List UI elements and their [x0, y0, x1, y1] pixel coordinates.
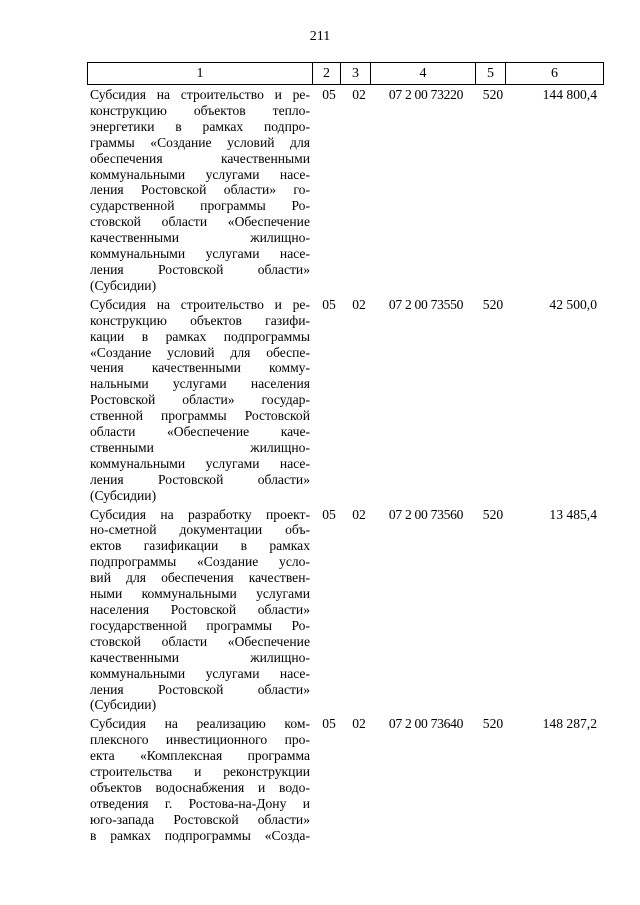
- table-row: [87, 716, 603, 843]
- description-line: нальными услугами населения: [90, 376, 310, 392]
- description-line: коммунальными услугами насе-: [90, 246, 310, 262]
- description-line: государственной программы Ро-: [90, 617, 310, 633]
- description-line: ления Ростовской области» го-: [90, 182, 310, 198]
- description-line: энергетики в рамках подпро-: [90, 118, 310, 134]
- expense-type-code: 520: [482, 506, 504, 522]
- row-description: [90, 87, 310, 294]
- expense-type-code: 520: [482, 87, 504, 102]
- description-line: качественными жилищно-: [90, 230, 310, 246]
- target-article-code: 07 2 00 73220: [388, 87, 464, 102]
- description-line: коммунальными услугами насе-: [90, 665, 310, 681]
- description-line: екта «Комплексная программа: [90, 748, 310, 764]
- target-article-code: 07 2 00 73560: [388, 506, 464, 522]
- description-line: строительства и реконструкции: [90, 764, 310, 780]
- description-line: отведения г. Ростова-на-Дону и: [90, 795, 310, 811]
- description-line: объектов водоснабжения и водо-: [90, 779, 310, 795]
- row-description: [90, 716, 310, 843]
- description-line: граммы «Создание условий для: [90, 134, 310, 150]
- description-line: качественными жилищно-: [90, 649, 310, 665]
- target-article-code: 07 2 00 73550: [388, 296, 464, 312]
- row-description: [90, 507, 310, 714]
- description-line: населения Ростовской области»: [90, 602, 310, 617]
- subsection-code: 02: [352, 716, 366, 732]
- description-line: коммунальными услугами насе-: [90, 166, 310, 182]
- description-line: ектов газификации в рамках: [90, 538, 310, 554]
- description-line: юго-запада Ростовской области»: [90, 811, 310, 827]
- column-header-3: 3: [341, 63, 371, 85]
- subsection-code: 02: [352, 506, 366, 522]
- description-line: ления Ростовской области»: [90, 261, 310, 277]
- description-line: (Субсидии): [90, 277, 157, 293]
- description-line: подпрограммы «Создание усло-: [90, 554, 310, 570]
- amount: 42 500,0: [549, 296, 597, 312]
- description-line: Субсидия на реализацию ком-: [90, 716, 310, 732]
- subsection-code: 02: [352, 87, 366, 102]
- description-line: ственными жилищно-: [90, 439, 310, 455]
- description-line: Ростовской области» государ-: [90, 392, 310, 408]
- description-line: ления Ростовской области»: [90, 681, 310, 697]
- description-line: стовской области «Обеспечение: [90, 633, 310, 649]
- subsection-code: 02: [352, 296, 366, 312]
- description-line: но-сметной документации объ-: [90, 522, 310, 538]
- table-row: [87, 87, 603, 294]
- description-line: коммунальными услугами насе-: [90, 455, 310, 471]
- budget-rows: [87, 85, 603, 844]
- description-line: (Субсидии): [90, 697, 157, 713]
- page-number: 211: [309, 29, 331, 44]
- description-line: чения качественными комму-: [90, 360, 310, 376]
- column-header-2: 2: [313, 63, 341, 85]
- description-line: вий для обеспечения качествен-: [90, 570, 310, 586]
- description-line: кации в рамках подпрограммы: [90, 328, 310, 344]
- column-header-row: [88, 63, 604, 85]
- target-article-code: 07 2 00 73640: [388, 716, 464, 732]
- description-line: сударственной программы Ро-: [90, 198, 310, 214]
- expense-type-code: 520: [482, 716, 504, 732]
- amount: 148 287,2: [542, 716, 597, 732]
- column-header-4: 4: [371, 63, 476, 85]
- section-code: 05: [322, 506, 336, 522]
- column-header-6: 6: [506, 63, 604, 85]
- description-line: конструкцию объектов газифи-: [90, 312, 310, 328]
- expense-type-code: 520: [482, 296, 504, 312]
- description-line: Субсидия на строительство и ре-: [90, 296, 310, 312]
- description-line: ления Ростовской области»: [90, 471, 310, 487]
- description-line: ными коммунальными услугами: [90, 586, 310, 602]
- description-line: стовской области «Обеспечение: [90, 214, 310, 230]
- column-header-5: 5: [476, 63, 506, 85]
- description-line: области «Обеспечение каче-: [90, 424, 310, 440]
- description-line: конструкцию объектов тепло-: [90, 102, 310, 118]
- section-code: 05: [322, 296, 336, 312]
- description-line: плексного инвестиционного про-: [90, 732, 310, 748]
- column-header-table: [87, 62, 604, 85]
- description-line: обеспечения качественными: [90, 150, 310, 166]
- amount: 13 485,4: [549, 506, 597, 522]
- description-line: Субсидия на разработку проект-: [90, 506, 310, 522]
- row-description: [90, 297, 310, 504]
- amount: 144 800,4: [542, 87, 597, 102]
- description-line: (Субсидии): [90, 487, 157, 503]
- column-header-1: 1: [88, 63, 313, 85]
- table-row: [87, 507, 603, 714]
- section-code: 05: [322, 716, 336, 732]
- description-line: Субсидия на строительство и ре-: [90, 87, 310, 102]
- description-line: ственной программы Ростовской: [90, 408, 310, 424]
- description-line: в рамках подпрограммы «Созда-: [90, 827, 310, 843]
- table-row: [87, 297, 603, 504]
- section-code: 05: [322, 87, 336, 102]
- description-line: «Создание условий для обеспе-: [90, 344, 310, 360]
